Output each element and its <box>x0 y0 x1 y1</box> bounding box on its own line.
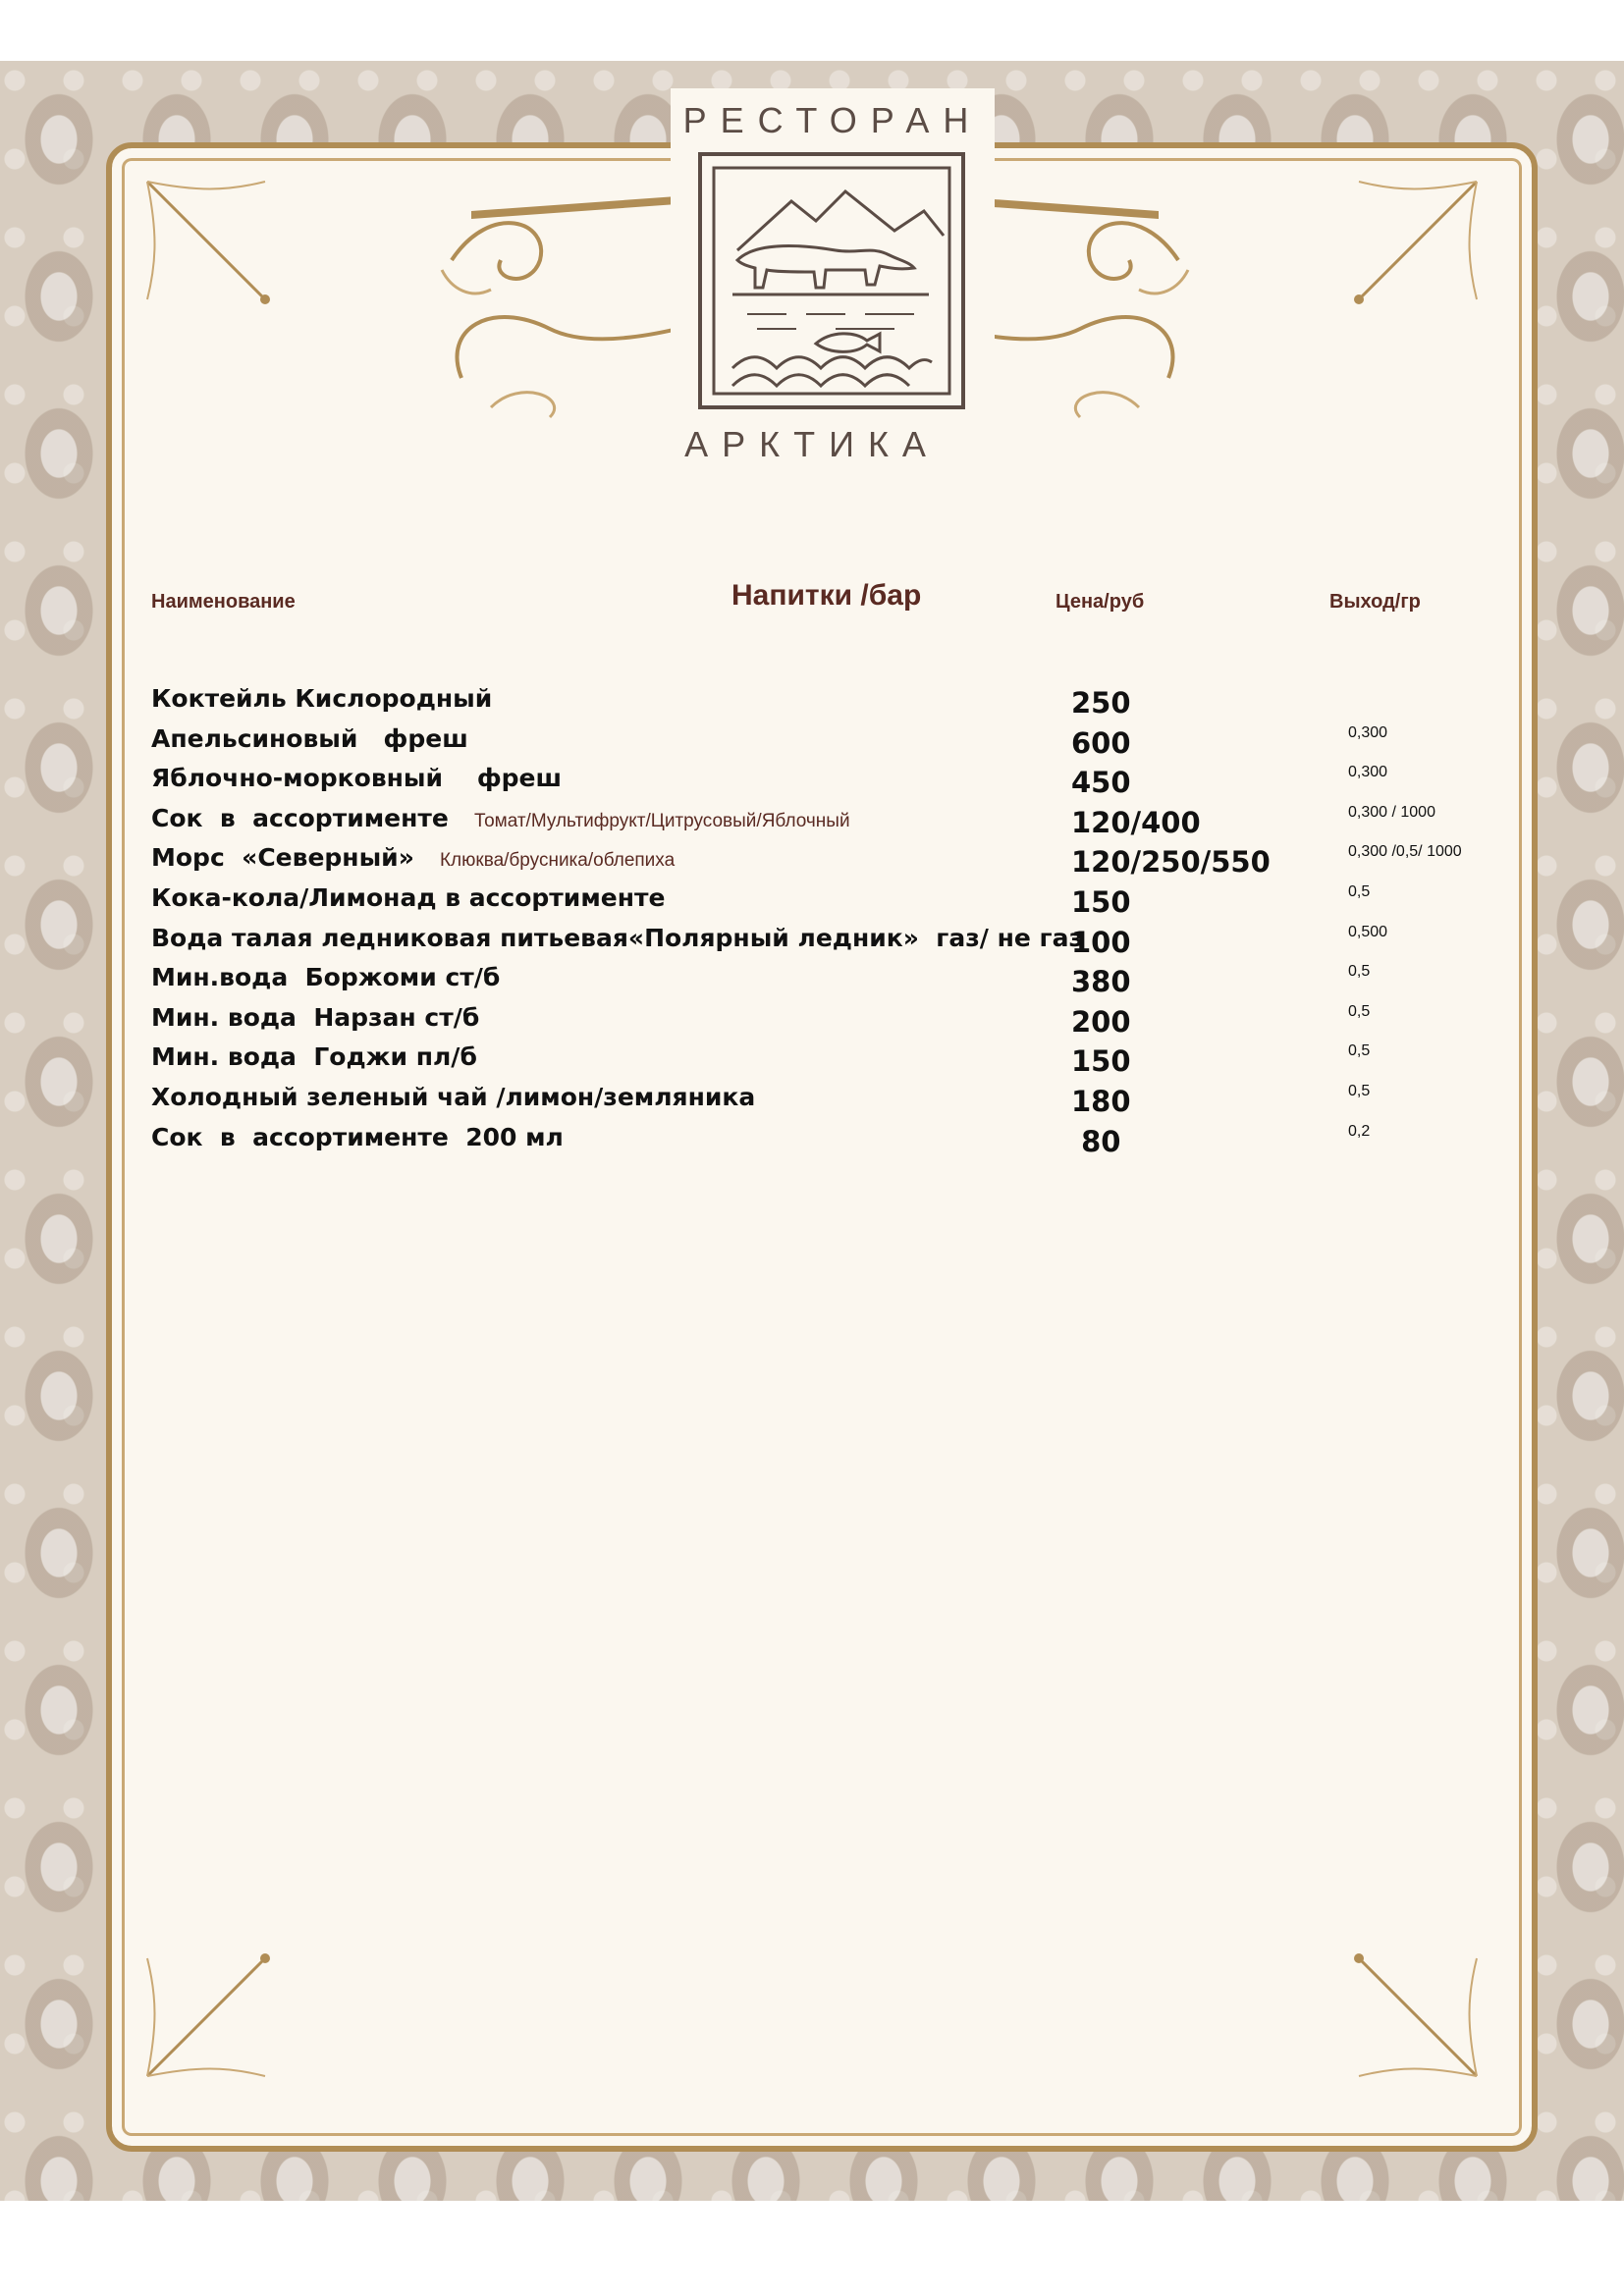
menu-item-row <box>0 1003 1624 1042</box>
menu-item-row <box>0 924 1624 963</box>
menu-item-name-text: Вода талая ледниковая питьевая«Полярный ледник» газ/ не газ <box>151 924 1083 952</box>
menu-item-name <box>151 1123 564 1151</box>
menu-item-output: 0,500 <box>1348 924 1388 940</box>
corner-ornament-icon <box>137 1949 275 2086</box>
menu-item-name <box>151 804 850 832</box>
menu-item-price: 80 <box>1071 1125 1121 1158</box>
menu-item-output: 0,300 <box>1348 764 1388 780</box>
menu-item-name-text: Мин. вода Нарзан ст/б <box>151 1003 480 1032</box>
column-header-price: Цена/руб <box>1056 591 1145 613</box>
menu-item-row <box>0 1123 1624 1162</box>
restaurant-logo <box>671 88 995 466</box>
menu-item-row <box>0 764 1624 803</box>
polar-bear-emblem-icon <box>698 152 965 409</box>
menu-item-name-text: Мин.вода Боржоми ст/б <box>151 963 501 991</box>
menu-item-price: 600 <box>1071 726 1131 760</box>
menu-item-name <box>151 764 562 792</box>
menu-item-name-text: Апельсиновый фреш <box>151 724 468 753</box>
menu-item-price: 100 <box>1071 926 1131 959</box>
menu-item-output: 0,5 <box>1348 1003 1371 1020</box>
menu-item-price: 250 <box>1071 686 1131 720</box>
category-title: Напитки /бар <box>731 579 922 612</box>
menu-item-name-text: Сок в ассортименте <box>151 804 449 832</box>
menu-item-row <box>0 804 1624 843</box>
menu-item-row <box>0 724 1624 764</box>
menu-item-row <box>0 684 1624 723</box>
menu-item-row <box>0 963 1624 1002</box>
menu-item-output: 0,5 <box>1348 1042 1371 1059</box>
menu-item-price: 120/250/550 <box>1071 845 1271 879</box>
menu-item-row <box>0 883 1624 923</box>
menu-item-name <box>151 1083 755 1111</box>
logo-top-word: РЕСТОРАН <box>682 100 983 140</box>
menu-item-name <box>151 1003 479 1032</box>
menu-item-price: 200 <box>1071 1005 1131 1039</box>
menu-item-name-text: Холодный зеленый чай /лимон/земляника <box>151 1083 756 1111</box>
column-header-name: Наименование <box>151 591 296 613</box>
menu-item-price: 180 <box>1071 1085 1131 1118</box>
menu-item-price: 150 <box>1071 1044 1131 1078</box>
menu-item-output: 0,300 /0,5/ 1000 <box>1348 843 1462 860</box>
menu-item-name-text: Коктейль Кислородный <box>151 684 493 713</box>
menu-item-output: 0,5 <box>1348 883 1371 900</box>
menu-item-name <box>151 684 492 713</box>
menu-item-output: 0,2 <box>1348 1123 1371 1140</box>
menu-item-name <box>151 924 1083 952</box>
menu-item-note: Томат/Мультифрукт/Цитрусовый/Яблочный <box>473 811 850 831</box>
menu-item-price: 380 <box>1071 965 1131 998</box>
menu-item-name <box>151 883 665 912</box>
menu-item-name <box>151 1042 477 1071</box>
menu-item-row <box>0 843 1624 882</box>
logo-bottom-word: АРКТИКА <box>684 424 940 464</box>
menu-item-name-text: Яблочно-морковный фреш <box>151 764 563 792</box>
menu-item-price: 120/400 <box>1071 806 1201 839</box>
menu-item-row <box>0 1042 1624 1082</box>
corner-ornament-icon <box>1349 1949 1487 2086</box>
corner-ornament-icon <box>1349 172 1487 309</box>
menu-item-output: 0,300 <box>1348 724 1388 741</box>
column-header-output: Выход/гр <box>1329 591 1421 613</box>
menu-item-price: 150 <box>1071 885 1131 919</box>
menu-item-output: 0,300 / 1000 <box>1348 804 1435 821</box>
menu-item-price: 450 <box>1071 766 1131 799</box>
menu-item-name <box>151 724 468 753</box>
menu-item-name-text: Морс «Северный» <box>151 843 414 872</box>
menu-item-row <box>0 1083 1624 1122</box>
corner-ornament-icon <box>137 172 275 309</box>
menu-item-note: Клюква/брусника/облепиха <box>439 850 676 871</box>
menu-item-name <box>151 963 500 991</box>
menu-item-output: 0,5 <box>1348 963 1371 980</box>
menu-item-name-text: Сок в ассортименте 200 мл <box>151 1123 564 1151</box>
menu-item-name-text: Кока-кола/Лимонад в ассортименте <box>151 883 666 912</box>
menu-item-name <box>151 843 675 872</box>
menu-item-name-text: Мин. вода Годжи пл/б <box>151 1042 477 1071</box>
menu-item-output: 0,5 <box>1348 1083 1371 1099</box>
